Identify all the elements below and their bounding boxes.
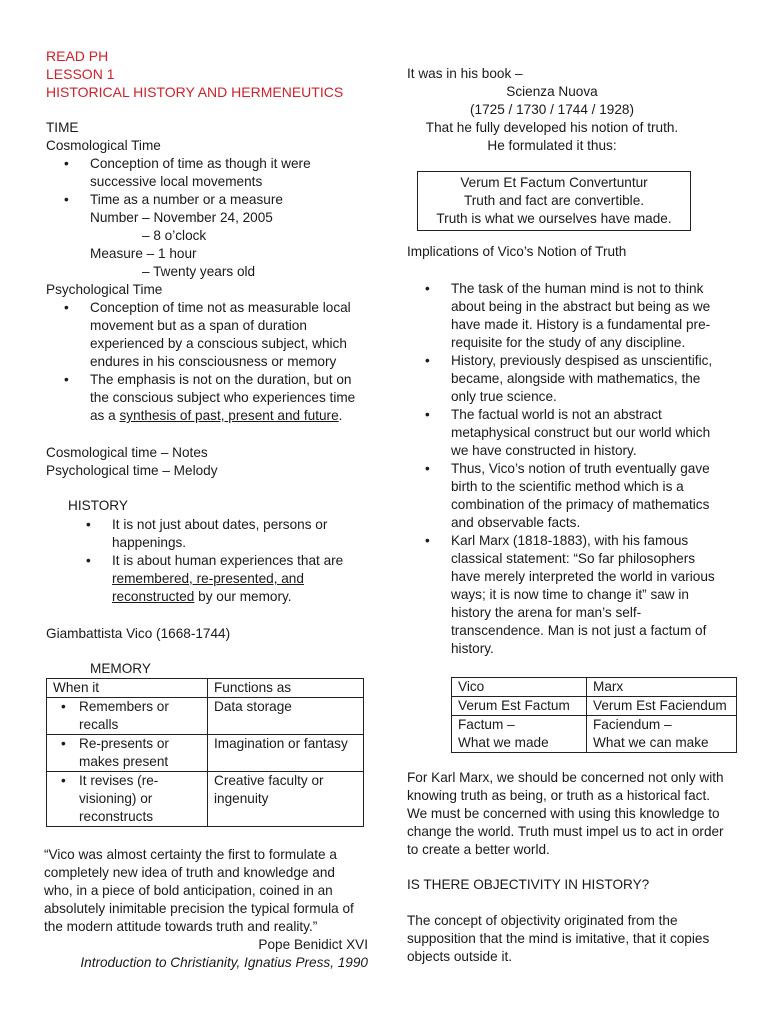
table-row: [47, 679, 364, 698]
faciendum-label: Faciendum –: [593, 717, 672, 732]
table-header-cell: Functions as: [208, 679, 364, 698]
factum-label: Factum –: [458, 717, 515, 732]
list-item: • Thus, Vico’s notion of truth eventually gave birth to the scientific method which is a combination of the primacy of mathematics and observable facts.: [407, 460, 725, 532]
psych-bullet2-end: .: [338, 408, 343, 423]
psychological-bullets: [46, 299, 361, 425]
psych-bullet2-text: The emphasis is not on the duration, but on the conscious subject who experiences time as a: [90, 372, 356, 423]
cosmological-note: Cosmological time – Notes: [46, 445, 208, 460]
table-cell: [587, 716, 737, 753]
objectivity-heading: IS THERE OBJECTIVITY IN HISTORY?: [407, 877, 650, 892]
when-represents: • Re-presents or makes present: [53, 735, 201, 771]
list-item: • History, previously despised as unscientific, became, alongside with mathematics, the only true science.: [407, 352, 725, 406]
table-row: [47, 698, 364, 735]
header-title: HISTORICAL HISTORY AND HERMENEUTICS: [46, 84, 344, 100]
implications-bullets: [407, 280, 725, 658]
cosmological-time-heading: Cosmological Time: [46, 138, 161, 153]
history-bullet2-text: It is about human experiences that are: [112, 553, 344, 568]
psych-bullet2-underline: synthesis of past, present and future: [119, 408, 339, 423]
history-bullets: [68, 516, 368, 606]
table-cell: Vico: [452, 678, 587, 697]
vico-quote: “Vico was almost certainty the first to formulate a completely new idea of truth and knowledge and who, in a piece of bold anticipation, coined in an absolutely inimitable precision the typical formula of the modern attitude towards truth and reality.”: [44, 847, 354, 934]
table-cell: Marx: [587, 678, 737, 697]
psychological-note: Psychological time – Melody: [46, 463, 218, 478]
marx-paragraph: For Karl Marx, we should be concerned not only with knowing truth as being, or truth as a historical fact. We must be concerned with using this knowledge to change the world. Truth must impel us to act in order to create a better world.: [407, 770, 724, 857]
table-row: [452, 697, 737, 716]
table-cell: Verum Est Faciendum: [587, 697, 737, 716]
vico-formula-box: [417, 171, 691, 231]
table-header-cell: When it: [47, 679, 208, 698]
developed-line: That he fully developed his notion of truth.: [425, 120, 679, 135]
cosmological-bullets: [46, 155, 346, 209]
implications-heading: Implications of Vico’s Notion of Truth: [407, 244, 627, 259]
table-cell: [47, 698, 208, 735]
faciendum-meaning: What we can make: [593, 735, 709, 750]
number-line: Number – November 24, 2005: [90, 210, 273, 225]
header-lesson: LESSON 1: [46, 66, 115, 82]
history-heading: HISTORY: [68, 498, 128, 513]
quote-source: Introduction to Christianity, Ignatius Press, 1990: [80, 955, 368, 970]
factum-meaning: What we made: [458, 735, 549, 750]
list-item: [68, 552, 368, 606]
vico-marx-table: [451, 677, 737, 753]
list-item: [46, 371, 361, 425]
psychological-time-heading: Psychological Time: [46, 282, 163, 297]
list-item: • Time as a number or a measure: [46, 191, 346, 209]
table-cell: [47, 735, 208, 772]
time-heading: TIME: [46, 120, 79, 135]
table-cell: Creative faculty or ingenuity: [208, 772, 364, 827]
measure-sub: – Twenty years old: [142, 264, 256, 279]
table-cell: [452, 716, 587, 753]
box-line-3: Truth is what we ourselves have made.: [436, 211, 672, 226]
list-item: • It is not just about dates, persons or happenings.: [68, 516, 368, 552]
table-row: [47, 735, 364, 772]
table-row: [47, 772, 364, 827]
table-cell: Verum Est Factum: [452, 697, 587, 716]
when-remembers: • Remembers or recalls: [53, 698, 201, 734]
list-item: • The task of the human mind is not to think about being in the abstract but being as we have made it. History is a fundamental pre-requisite for the study of any discipline.: [407, 280, 725, 352]
table-cell: Data storage: [208, 698, 364, 735]
box-line-1: Verum Et Factum Convertuntur: [460, 175, 648, 190]
list-item: • Conception of time as though it were successive local movements: [46, 155, 346, 191]
vico-name: Giambattista Vico (1668-1744): [46, 626, 231, 641]
book-years: (1725 / 1730 / 1744 / 1928): [469, 102, 634, 117]
list-item: • Conception of time not as measurable local movement but as a span of duration experienced by a conscious subject, which endures in his consciousness or memory: [46, 299, 361, 371]
list-item: • Karl Marx (1818-1883), with his famous classical statement: “So far philosophers have merely interpreted the world in various ways; it is now time to change it” saw in history the arena for man’s self-transcendence. Man is not just a factum of history.: [407, 532, 725, 658]
when-revises: • It revises (re-visioning) or reconstructs: [53, 772, 201, 826]
history-bullet2-end: by our memory.: [194, 589, 292, 604]
objectivity-paragraph: The concept of objectivity originated from the supposition that the mind is imitative, that it copies objects outside it.: [407, 913, 710, 964]
memory-table: [46, 678, 364, 827]
quote-author: Pope Benidict XVI: [258, 937, 368, 952]
measure-line: Measure – 1 hour: [90, 246, 197, 261]
formulated-line: He formulated it thus:: [487, 138, 617, 153]
list-item: • The factual world is not an abstract metaphysical construct but our world which we have constructed in history.: [407, 406, 725, 460]
table-cell: [47, 772, 208, 827]
table-row: [452, 678, 737, 697]
box-line-2: Truth and fact are convertible.: [463, 193, 645, 208]
header-read-ph: READ PH: [46, 48, 109, 64]
table-row: [452, 716, 737, 753]
book-line: It was in his book –: [407, 66, 523, 81]
number-sub: – 8 o’clock: [142, 228, 207, 243]
memory-heading: MEMORY: [90, 661, 151, 676]
book-title: Scienza Nuova: [506, 84, 598, 99]
history-bullet2-underline: remembered, re-presented, and reconstructed: [112, 571, 304, 604]
table-cell: Imagination or fantasy: [208, 735, 364, 772]
